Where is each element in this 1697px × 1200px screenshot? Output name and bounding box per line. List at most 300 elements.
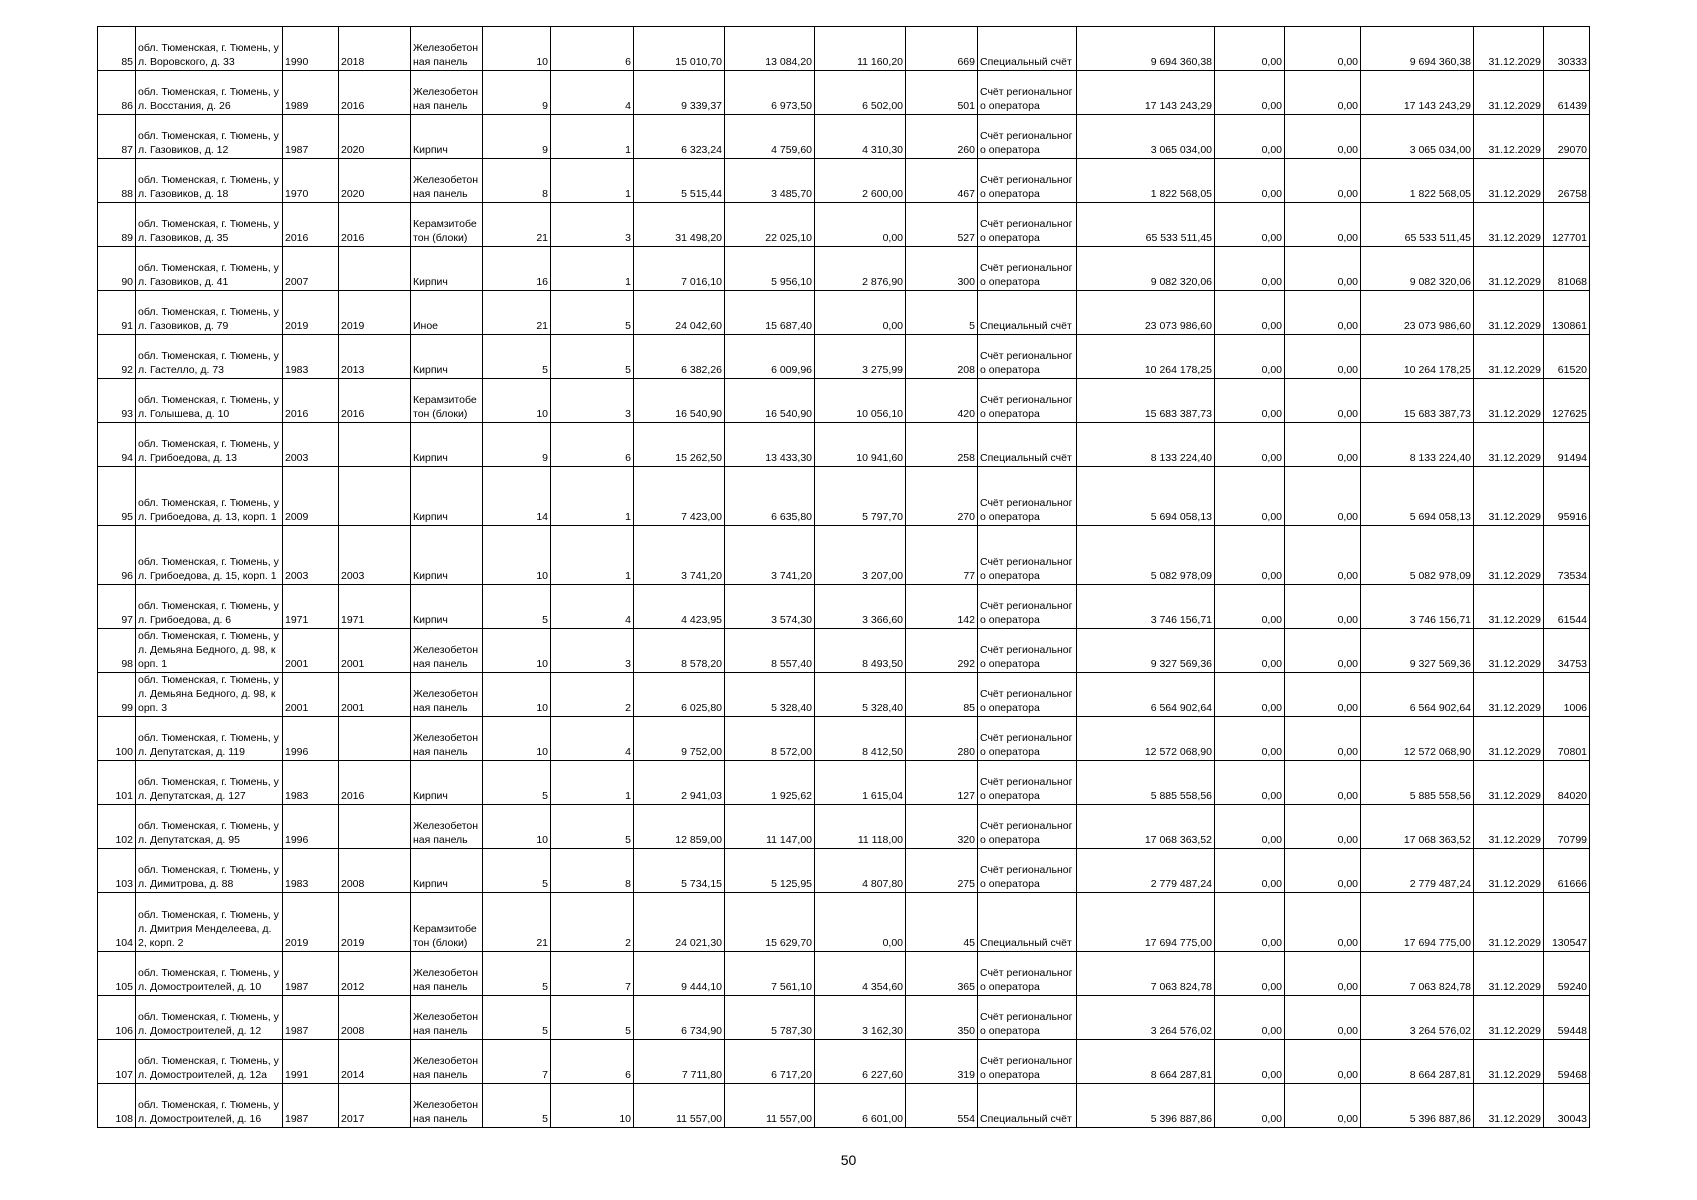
total-area-cell: 2 941,03 — [634, 761, 725, 805]
wall-material-cell: Железобетонная панель — [411, 952, 483, 996]
total-area-cell: 12 859,00 — [634, 805, 725, 849]
cost-owners-cell: 23 073 986,60 — [1361, 291, 1474, 335]
cost-owners-cell: 3 746 156,71 — [1361, 585, 1474, 629]
fund-method-cell: Специальный счёт — [978, 27, 1077, 71]
year-renovated-cell: 2019 — [339, 893, 411, 952]
deadline-cell: 31.12.2029 — [1474, 423, 1544, 467]
cost-federal-cell: 0,00 — [1215, 585, 1285, 629]
cost-regional-cell: 0,00 — [1285, 629, 1361, 673]
address-cell: обл. Тюменская, г. Тюмень, ул. Дмитрия Менделеева, д. 2, корп. 2 — [136, 893, 283, 952]
cost-federal-cell: 0,00 — [1215, 159, 1285, 203]
cost-regional-cell: 0,00 — [1285, 1040, 1361, 1084]
entrances-cell: 5 — [551, 291, 634, 335]
year-renovated-cell — [339, 717, 411, 761]
address-cell: обл. Тюменская, г. Тюмень, ул. Домостроителей, д. 16 — [136, 1084, 283, 1128]
fund-method-cell: Счёт регионального оператора — [978, 335, 1077, 379]
private-area-cell: 11 118,00 — [815, 805, 906, 849]
row-number: 89 — [98, 203, 136, 247]
cost-federal-cell: 0,00 — [1215, 1040, 1285, 1084]
year-renovated-cell — [339, 247, 411, 291]
private-area-cell: 3 275,99 — [815, 335, 906, 379]
address-cell: обл. Тюменская, г. Тюмень, ул. Газовиков, д. 18 — [136, 159, 283, 203]
fund-method-cell: Счёт регионального оператора — [978, 629, 1077, 673]
year-built-cell: 1987 — [283, 996, 339, 1040]
floors-cell: 14 — [483, 467, 551, 526]
cost-owners-cell: 5 396 887,86 — [1361, 1084, 1474, 1128]
cost-total-cell: 3 264 576,02 — [1077, 996, 1215, 1040]
table-row — [98, 673, 1590, 717]
row-number: 85 — [98, 27, 136, 71]
house-code-cell: 59468 — [1544, 1040, 1590, 1084]
cost-federal-cell: 0,00 — [1215, 27, 1285, 71]
fund-method-cell: Счёт регионального оператора — [978, 115, 1077, 159]
row-number: 104 — [98, 893, 136, 952]
entrances-cell: 8 — [551, 849, 634, 893]
year-built-cell: 1996 — [283, 805, 339, 849]
deadline-cell: 31.12.2029 — [1474, 761, 1544, 805]
cost-regional-cell: 0,00 — [1285, 27, 1361, 71]
house-code-cell: 61520 — [1544, 335, 1590, 379]
total-area-cell: 15 010,70 — [634, 27, 725, 71]
entrances-cell: 6 — [551, 27, 634, 71]
total-area-cell: 3 741,20 — [634, 526, 725, 585]
deadline-cell: 31.12.2029 — [1474, 379, 1544, 423]
address-cell: обл. Тюменская, г. Тюмень, ул. Демьяна Бедного, д. 98, корп. 3 — [136, 673, 283, 717]
private-area-cell: 1 615,04 — [815, 761, 906, 805]
entrances-cell: 2 — [551, 673, 634, 717]
floors-cell: 10 — [483, 805, 551, 849]
wall-material-cell: Керамзитобетон (блоки) — [411, 379, 483, 423]
row-number: 96 — [98, 526, 136, 585]
wall-material-cell: Железобетонная панель — [411, 673, 483, 717]
deadline-cell: 31.12.2029 — [1474, 291, 1544, 335]
house-code-cell: 130547 — [1544, 893, 1590, 952]
private-area-cell: 0,00 — [815, 203, 906, 247]
year-built-cell: 1990 — [283, 27, 339, 71]
private-area-cell: 10 056,10 — [815, 379, 906, 423]
cost-total-cell: 9 694 360,38 — [1077, 27, 1215, 71]
total-area-cell: 5 734,15 — [634, 849, 725, 893]
house-code-cell: 81068 — [1544, 247, 1590, 291]
year-renovated-cell: 2003 — [339, 526, 411, 585]
fund-method-cell: Счёт регионального оператора — [978, 952, 1077, 996]
wall-material-cell: Кирпич — [411, 115, 483, 159]
entrances-cell: 6 — [551, 423, 634, 467]
wall-material-cell: Железобетонная панель — [411, 1084, 483, 1128]
year-renovated-cell — [339, 467, 411, 526]
table-row — [98, 526, 1590, 585]
table-row — [98, 423, 1590, 467]
year-renovated-cell: 2019 — [339, 291, 411, 335]
cost-regional-cell: 0,00 — [1285, 585, 1361, 629]
wall-material-cell: Кирпич — [411, 585, 483, 629]
residents-cell: 467 — [906, 159, 978, 203]
residential-area-cell: 4 759,60 — [725, 115, 815, 159]
floors-cell: 5 — [483, 1084, 551, 1128]
year-built-cell: 2003 — [283, 526, 339, 585]
cost-owners-cell: 12 572 068,90 — [1361, 717, 1474, 761]
table-row — [98, 952, 1590, 996]
total-area-cell: 5 515,44 — [634, 159, 725, 203]
deadline-cell: 31.12.2029 — [1474, 467, 1544, 526]
table-row — [98, 115, 1590, 159]
table-row — [98, 159, 1590, 203]
cost-regional-cell: 0,00 — [1285, 335, 1361, 379]
table-row — [98, 27, 1590, 71]
entrances-cell: 3 — [551, 203, 634, 247]
table-row — [98, 585, 1590, 629]
entrances-cell: 1 — [551, 247, 634, 291]
cost-federal-cell: 0,00 — [1215, 849, 1285, 893]
house-code-cell: 70801 — [1544, 717, 1590, 761]
address-cell: обл. Тюменская, г. Тюмень, ул. Димитрова, д. 88 — [136, 849, 283, 893]
residents-cell: 85 — [906, 673, 978, 717]
house-code-cell: 127701 — [1544, 203, 1590, 247]
table-row — [98, 805, 1590, 849]
year-renovated-cell: 2012 — [339, 952, 411, 996]
cost-federal-cell: 0,00 — [1215, 717, 1285, 761]
cost-federal-cell: 0,00 — [1215, 467, 1285, 526]
cost-owners-cell: 8 664 287,81 — [1361, 1040, 1474, 1084]
deadline-cell: 31.12.2029 — [1474, 115, 1544, 159]
cost-total-cell: 17 694 775,00 — [1077, 893, 1215, 952]
row-number: 93 — [98, 379, 136, 423]
total-area-cell: 15 262,50 — [634, 423, 725, 467]
year-built-cell: 2001 — [283, 673, 339, 717]
year-built-cell: 1987 — [283, 1084, 339, 1128]
cost-owners-cell: 5 082 978,09 — [1361, 526, 1474, 585]
private-area-cell: 2 876,90 — [815, 247, 906, 291]
total-area-cell: 7 711,80 — [634, 1040, 725, 1084]
deadline-cell: 31.12.2029 — [1474, 203, 1544, 247]
house-code-cell: 73534 — [1544, 526, 1590, 585]
fund-method-cell: Специальный счёт — [978, 893, 1077, 952]
house-code-cell: 30043 — [1544, 1084, 1590, 1128]
cost-total-cell: 17 143 243,29 — [1077, 71, 1215, 115]
year-built-cell: 1970 — [283, 159, 339, 203]
row-number: 90 — [98, 247, 136, 291]
row-number: 87 — [98, 115, 136, 159]
cost-regional-cell: 0,00 — [1285, 115, 1361, 159]
total-area-cell: 7 016,10 — [634, 247, 725, 291]
address-cell: обл. Тюменская, г. Тюмень, ул. Восстания, д. 26 — [136, 71, 283, 115]
table-row — [98, 71, 1590, 115]
private-area-cell: 5 328,40 — [815, 673, 906, 717]
private-area-cell: 4 310,30 — [815, 115, 906, 159]
residential-area-cell: 13 433,30 — [725, 423, 815, 467]
table-row — [98, 849, 1590, 893]
cost-federal-cell: 0,00 — [1215, 115, 1285, 159]
house-code-cell: 34753 — [1544, 629, 1590, 673]
floors-cell: 9 — [483, 423, 551, 467]
cost-owners-cell: 17 143 243,29 — [1361, 71, 1474, 115]
floors-cell: 10 — [483, 673, 551, 717]
total-area-cell: 9 339,37 — [634, 71, 725, 115]
year-built-cell: 1996 — [283, 717, 339, 761]
total-area-cell: 6 025,80 — [634, 673, 725, 717]
cost-regional-cell: 0,00 — [1285, 467, 1361, 526]
deadline-cell: 31.12.2029 — [1474, 526, 1544, 585]
wall-material-cell: Керамзитобетон (блоки) — [411, 203, 483, 247]
cost-regional-cell: 0,00 — [1285, 526, 1361, 585]
residential-area-cell: 7 561,10 — [725, 952, 815, 996]
year-renovated-cell: 1971 — [339, 585, 411, 629]
cost-owners-cell: 15 683 387,73 — [1361, 379, 1474, 423]
year-renovated-cell: 2018 — [339, 27, 411, 71]
house-code-cell: 70799 — [1544, 805, 1590, 849]
entrances-cell: 3 — [551, 379, 634, 423]
year-built-cell: 2007 — [283, 247, 339, 291]
residents-cell: 669 — [906, 27, 978, 71]
cost-federal-cell: 0,00 — [1215, 1084, 1285, 1128]
address-cell: обл. Тюменская, г. Тюмень, ул. Газовиков, д. 41 — [136, 247, 283, 291]
house-code-cell: 61544 — [1544, 585, 1590, 629]
year-renovated-cell: 2008 — [339, 849, 411, 893]
address-cell: обл. Тюменская, г. Тюмень, ул. Депутатская, д. 95 — [136, 805, 283, 849]
address-cell: обл. Тюменская, г. Тюмень, ул. Демьяна Бедного, д. 98, корп. 1 — [136, 629, 283, 673]
floors-cell: 5 — [483, 585, 551, 629]
house-code-cell: 95916 — [1544, 467, 1590, 526]
cost-regional-cell: 0,00 — [1285, 247, 1361, 291]
year-built-cell: 2003 — [283, 423, 339, 467]
total-area-cell: 7 423,00 — [634, 467, 725, 526]
deadline-cell: 31.12.2029 — [1474, 805, 1544, 849]
residential-area-cell: 22 025,10 — [725, 203, 815, 247]
floors-cell: 10 — [483, 629, 551, 673]
cost-regional-cell: 0,00 — [1285, 996, 1361, 1040]
table-row — [98, 291, 1590, 335]
cost-owners-cell: 17 694 775,00 — [1361, 893, 1474, 952]
row-number: 108 — [98, 1084, 136, 1128]
fund-method-cell: Счёт регионального оператора — [978, 996, 1077, 1040]
floors-cell: 7 — [483, 1040, 551, 1084]
wall-material-cell: Железобетонная панель — [411, 629, 483, 673]
deadline-cell: 31.12.2029 — [1474, 247, 1544, 291]
year-renovated-cell: 2001 — [339, 673, 411, 717]
year-renovated-cell: 2020 — [339, 115, 411, 159]
deadline-cell: 31.12.2029 — [1474, 849, 1544, 893]
cost-regional-cell: 0,00 — [1285, 761, 1361, 805]
table-row — [98, 1040, 1590, 1084]
wall-material-cell: Кирпич — [411, 849, 483, 893]
table-row — [98, 761, 1590, 805]
cost-owners-cell: 6 564 902,64 — [1361, 673, 1474, 717]
year-built-cell: 2009 — [283, 467, 339, 526]
row-number: 106 — [98, 996, 136, 1040]
deadline-cell: 31.12.2029 — [1474, 996, 1544, 1040]
deadline-cell: 31.12.2029 — [1474, 673, 1544, 717]
total-area-cell: 24 042,60 — [634, 291, 725, 335]
cost-regional-cell: 0,00 — [1285, 159, 1361, 203]
year-built-cell: 1983 — [283, 761, 339, 805]
year-built-cell: 2019 — [283, 291, 339, 335]
cost-federal-cell: 0,00 — [1215, 996, 1285, 1040]
residential-area-cell: 15 629,70 — [725, 893, 815, 952]
cost-total-cell: 12 572 068,90 — [1077, 717, 1215, 761]
row-number: 102 — [98, 805, 136, 849]
floors-cell: 10 — [483, 717, 551, 761]
residents-cell: 319 — [906, 1040, 978, 1084]
fund-method-cell: Счёт регионального оператора — [978, 247, 1077, 291]
wall-material-cell: Кирпич — [411, 761, 483, 805]
house-code-cell: 30333 — [1544, 27, 1590, 71]
residential-area-cell: 8 557,40 — [725, 629, 815, 673]
entrances-cell: 2 — [551, 893, 634, 952]
residents-cell: 5 — [906, 291, 978, 335]
entrances-cell: 10 — [551, 1084, 634, 1128]
table-row — [98, 717, 1590, 761]
year-renovated-cell: 2008 — [339, 996, 411, 1040]
entrances-cell: 1 — [551, 159, 634, 203]
entrances-cell: 5 — [551, 805, 634, 849]
house-code-cell: 127625 — [1544, 379, 1590, 423]
cost-owners-cell: 3 065 034,00 — [1361, 115, 1474, 159]
year-renovated-cell — [339, 423, 411, 467]
house-code-cell: 1006 — [1544, 673, 1590, 717]
total-area-cell: 31 498,20 — [634, 203, 725, 247]
residents-cell: 501 — [906, 71, 978, 115]
cost-total-cell: 23 073 986,60 — [1077, 291, 1215, 335]
address-cell: обл. Тюменская, г. Тюмень, ул. Гастелло, д. 73 — [136, 335, 283, 379]
cost-owners-cell: 9 327 569,36 — [1361, 629, 1474, 673]
residents-cell: 280 — [906, 717, 978, 761]
residents-cell: 127 — [906, 761, 978, 805]
deadline-cell: 31.12.2029 — [1474, 952, 1544, 996]
floors-cell: 21 — [483, 203, 551, 247]
row-number: 103 — [98, 849, 136, 893]
row-number: 95 — [98, 467, 136, 526]
year-renovated-cell: 2016 — [339, 71, 411, 115]
deadline-cell: 31.12.2029 — [1474, 1084, 1544, 1128]
floors-cell: 9 — [483, 115, 551, 159]
row-number: 100 — [98, 717, 136, 761]
residential-area-cell: 6 973,50 — [725, 71, 815, 115]
table-row — [98, 629, 1590, 673]
row-number: 97 — [98, 585, 136, 629]
deadline-cell: 31.12.2029 — [1474, 335, 1544, 379]
cost-regional-cell: 0,00 — [1285, 893, 1361, 952]
fund-method-cell: Специальный счёт — [978, 291, 1077, 335]
cost-regional-cell: 0,00 — [1285, 291, 1361, 335]
floors-cell: 5 — [483, 761, 551, 805]
cost-owners-cell: 2 779 487,24 — [1361, 849, 1474, 893]
cost-regional-cell: 0,00 — [1285, 423, 1361, 467]
page-number: 50 — [840, 1152, 857, 1168]
cost-total-cell: 15 683 387,73 — [1077, 379, 1215, 423]
address-cell: обл. Тюменская, г. Тюмень, ул. Газовиков, д. 35 — [136, 203, 283, 247]
private-area-cell: 6 227,60 — [815, 1040, 906, 1084]
floors-cell: 5 — [483, 849, 551, 893]
cost-total-cell: 3 746 156,71 — [1077, 585, 1215, 629]
address-cell: обл. Тюменская, г. Тюмень, ул. Домостроителей, д. 10 — [136, 952, 283, 996]
address-cell: обл. Тюменская, г. Тюмень, ул. Домостроителей, д. 12 — [136, 996, 283, 1040]
year-renovated-cell: 2014 — [339, 1040, 411, 1084]
entrances-cell: 4 — [551, 585, 634, 629]
row-number: 86 — [98, 71, 136, 115]
private-area-cell: 3 207,00 — [815, 526, 906, 585]
wall-material-cell: Железобетонная панель — [411, 1040, 483, 1084]
cost-federal-cell: 0,00 — [1215, 291, 1285, 335]
house-code-cell: 84020 — [1544, 761, 1590, 805]
residents-cell: 527 — [906, 203, 978, 247]
wall-material-cell: Кирпич — [411, 467, 483, 526]
row-number: 101 — [98, 761, 136, 805]
year-renovated-cell: 2020 — [339, 159, 411, 203]
cost-regional-cell: 0,00 — [1285, 203, 1361, 247]
cost-total-cell: 1 822 568,05 — [1077, 159, 1215, 203]
cost-total-cell: 5 396 887,86 — [1077, 1084, 1215, 1128]
row-number: 105 — [98, 952, 136, 996]
deadline-cell: 31.12.2029 — [1474, 717, 1544, 761]
year-built-cell: 2016 — [283, 203, 339, 247]
year-built-cell: 2016 — [283, 379, 339, 423]
deadline-cell: 31.12.2029 — [1474, 893, 1544, 952]
floors-cell: 21 — [483, 291, 551, 335]
residential-area-cell: 5 125,95 — [725, 849, 815, 893]
house-code-cell: 61666 — [1544, 849, 1590, 893]
residents-cell: 300 — [906, 247, 978, 291]
wall-material-cell: Железобетонная панель — [411, 27, 483, 71]
residential-area-cell: 6 717,20 — [725, 1040, 815, 1084]
cost-total-cell: 3 065 034,00 — [1077, 115, 1215, 159]
cost-federal-cell: 0,00 — [1215, 71, 1285, 115]
year-renovated-cell: 2016 — [339, 379, 411, 423]
private-area-cell: 3 162,30 — [815, 996, 906, 1040]
private-area-cell: 11 160,20 — [815, 27, 906, 71]
fund-method-cell: Счёт регионального оператора — [978, 71, 1077, 115]
cost-owners-cell: 9 082 320,06 — [1361, 247, 1474, 291]
wall-material-cell: Кирпич — [411, 247, 483, 291]
year-built-cell: 1971 — [283, 585, 339, 629]
floors-cell: 10 — [483, 379, 551, 423]
cost-regional-cell: 0,00 — [1285, 379, 1361, 423]
cost-federal-cell: 0,00 — [1215, 893, 1285, 952]
entrances-cell: 5 — [551, 996, 634, 1040]
row-number: 91 — [98, 291, 136, 335]
floors-cell: 21 — [483, 893, 551, 952]
cost-regional-cell: 0,00 — [1285, 673, 1361, 717]
entrances-cell: 3 — [551, 629, 634, 673]
cost-total-cell: 5 082 978,09 — [1077, 526, 1215, 585]
year-renovated-cell: 2016 — [339, 203, 411, 247]
entrances-cell: 5 — [551, 335, 634, 379]
wall-material-cell: Иное — [411, 291, 483, 335]
cost-regional-cell: 0,00 — [1285, 71, 1361, 115]
residents-cell: 258 — [906, 423, 978, 467]
cost-total-cell: 9 082 320,06 — [1077, 247, 1215, 291]
total-area-cell: 16 540,90 — [634, 379, 725, 423]
fund-method-cell: Счёт регионального оператора — [978, 761, 1077, 805]
fund-method-cell: Счёт регионального оператора — [978, 849, 1077, 893]
row-number: 107 — [98, 1040, 136, 1084]
year-renovated-cell: 2013 — [339, 335, 411, 379]
entrances-cell: 1 — [551, 115, 634, 159]
floors-cell: 10 — [483, 27, 551, 71]
wall-material-cell: Железобетонная панель — [411, 159, 483, 203]
residential-area-cell: 16 540,90 — [725, 379, 815, 423]
floors-cell: 16 — [483, 247, 551, 291]
house-code-cell: 26758 — [1544, 159, 1590, 203]
house-code-cell: 130861 — [1544, 291, 1590, 335]
residents-cell: 208 — [906, 335, 978, 379]
cost-total-cell: 8 133 224,40 — [1077, 423, 1215, 467]
table-row — [98, 893, 1590, 952]
cost-owners-cell: 1 822 568,05 — [1361, 159, 1474, 203]
fund-method-cell: Счёт регионального оператора — [978, 673, 1077, 717]
residential-area-cell: 5 328,40 — [725, 673, 815, 717]
year-built-cell: 1991 — [283, 1040, 339, 1084]
floors-cell: 5 — [483, 952, 551, 996]
